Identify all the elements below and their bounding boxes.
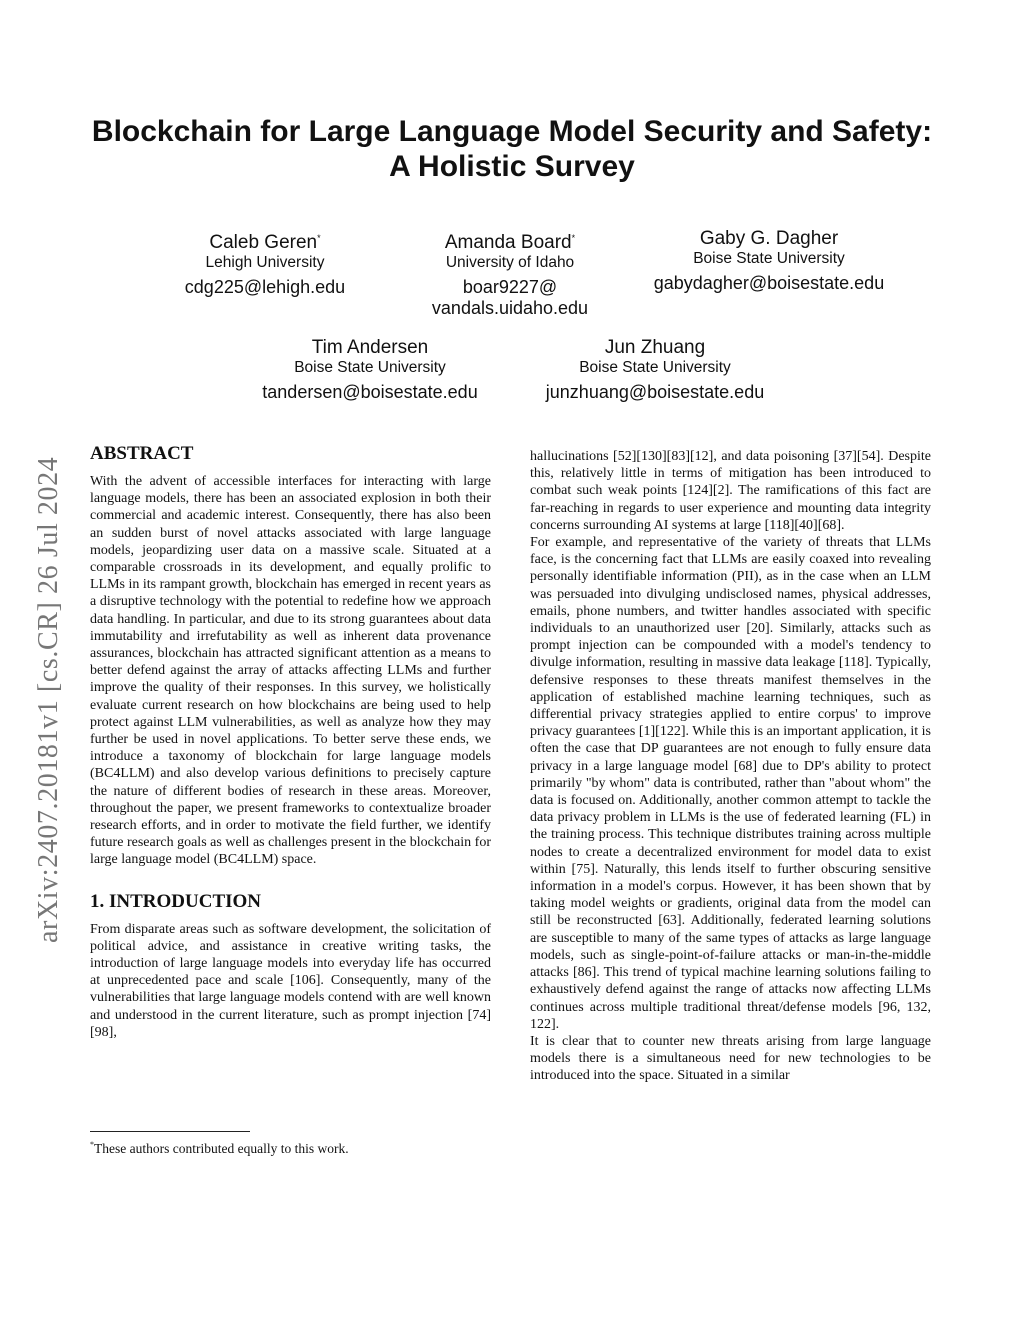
footnote bbox=[90, 1137, 349, 1157]
footnote-rule bbox=[90, 1131, 250, 1132]
author-name: Amanda Board bbox=[444, 232, 572, 253]
author-name: Gaby G. Dagher bbox=[699, 228, 839, 249]
body-paragraph: hallucinations [52][130][83][12], and data poisoning [37][54]. Despite this, relatively little in terms of mitigation has been introduced to combat such weak points [124][2]. The ramifications of this fact are far-reaching in regards to user experience and mounting data integrity concerns surrounding AI systems at large [118][40][68]. bbox=[530, 449, 931, 533]
author-affiliation: Boise State University bbox=[579, 359, 731, 376]
author-affiliation: Boise State University bbox=[693, 250, 845, 267]
author-name: Caleb Geren bbox=[209, 232, 318, 253]
author-email-part-2: vandals.uidaho.edu bbox=[431, 298, 589, 318]
author-email: junzhuang@boisestate.edu bbox=[545, 382, 765, 402]
author-name: Jun Zhuang bbox=[604, 337, 706, 358]
author-name-line bbox=[400, 228, 620, 253]
intro-text: From disparate areas such as software development, the solicitation of political advice, and assistance in creative writing tasks, the introduction of large language models into everyday life has occurred at unprecedented pace and scale [106]. Consequently, many of the vulnerabilities that large language models contend with are well known and understood in the current literature, such as prompt injection [74][98], bbox=[90, 921, 491, 1040]
author-affiliation: Boise State University bbox=[294, 359, 446, 376]
right-column bbox=[530, 448, 931, 1085]
footnote-text: These authors contributed equally to this work. bbox=[94, 1141, 349, 1156]
author-email: tandersen@boisestate.edu bbox=[262, 382, 478, 402]
author-block bbox=[230, 337, 510, 403]
author-block bbox=[520, 337, 790, 403]
author-block bbox=[624, 228, 914, 294]
abstract-text: With the advent of accessible interfaces for interacting with large language models, there has been an associated explosion in both their commercial and academic interest. Consequently, there has also been an sudden burst of novel attacks associated with large language models, jeopardizing user data on a massive scale. Situated at a comparable crossroads in its development, and equally prolific to LLMs in its rampant growth, blockchain has emerged in recent years as a disruptive technology with the potential to redefine how we approach data handling. In particular, and due to its strong guarantees about data immutability and irrefutability as well as inherent data provenance assurances, blockchain has attracted significant attention as a means to better defend against the array of attacks affecting LLMs and further improve the quality of their responses. In this survey, we holistically evaluate current research on how blockchains are being used to help protect against LLM vulnerabilities, as well as analyze how they may further be used in novel applications. To better serve these ends, we introduce a taxonomy of blockchain for large language models (BC4LLM) and also develop various definitions to precisely capture the nature of different bodies of research in these areas. Moreover, throughout the paper, we present frameworks to contextualize broader research efforts, and in order to motivate the field further, we identify future research goals as well as challenges present in the blockchain for large language model (BC4LLM) space. bbox=[90, 474, 491, 868]
footnote-mark: * bbox=[90, 1140, 94, 1149]
introduction-paragraph bbox=[90, 921, 491, 1041]
author-email: gabydagher@boisestate.edu bbox=[653, 273, 885, 293]
paper-title bbox=[60, 114, 964, 184]
equal-contribution-mark: * bbox=[317, 233, 321, 243]
author-block bbox=[400, 228, 620, 319]
author-email bbox=[400, 277, 620, 319]
body-paragraph: For example, and representative of the variety of threats that LLMs face, is the concerning fact that LLMs are easily coaxed into revealing personally identifiable information (PII), as in the case when an LLM was persuaded into divulging undisclosed names, physical addresses, emails, phone numbers, and twitter handles associated with specific individuals to an unauthorized user [20]. Similarly, attacks such as prompt injection can be compounded with a model's tendency to divulge information, resulting in massive data leakage [118]. Typically, defensive responses to these threats manifest themselves in the application of established machine learning techniques, such as differential privacy strategies applied to entire corpus' to improve privacy guarantees [1][122]. While this is an important application, it is often the case that DP guarantees are not enough to fully ensure data privacy in a large language model [68] due to DP's ability to protect primarily "by whom" data is contributed, rather than "about whom" the data is focused on. Additionally, another common attempt to tackle the data privacy problem in LLMs is the use of federated learning (FL) in the training process. This technique distributes training across multiple nodes to create a decentralized environment for model data to exist within [75]. Naturally, this lends itself to further obscuring sensitive information in a model's corpus. However, it has been shown that by taking model weights or gradients, original data from the model can still be reconstructed [63]. Additionally, federated learning solutions are susceptible to many of the same types of attacks as large language models, such as single-point-of-failure attacks or man-in-the-middle attacks [86]. This trend of typical machine learning solutions failing to exhaustively defend against the range of attacks now affecting LLMs continues across multiple traditional threat/defense models [96, 132, 122]. bbox=[530, 535, 931, 1032]
author-name-line bbox=[160, 228, 370, 253]
author-affiliation: Lehigh University bbox=[205, 254, 325, 271]
introduction-heading: 1. INTRODUCTION bbox=[90, 890, 262, 912]
author-name: Tim Andersen bbox=[311, 337, 429, 358]
author-block bbox=[160, 228, 370, 298]
author-affiliation: University of Idaho bbox=[445, 254, 575, 271]
left-column bbox=[90, 443, 491, 1041]
equal-contribution-mark: * bbox=[571, 233, 576, 243]
arxiv-side-stamp: arXiv:2407.20181v1 [cs.CR] 26 Jul 2024 bbox=[33, 456, 64, 943]
title-line-1: Blockchain for Large Language Model Security and Safety: bbox=[91, 115, 933, 148]
body-paragraph: It is clear that to counter new threats arising from large language models there is a simultaneous need for new technologies to be introduced into the space. Situated in a similar bbox=[530, 1033, 931, 1084]
author-email: cdg225@lehigh.edu bbox=[184, 277, 346, 297]
author-email-part-1: boar9227@ bbox=[462, 277, 558, 297]
title-line-2: A Holistic Survey bbox=[389, 150, 635, 183]
abstract-heading: ABSTRACT bbox=[90, 443, 194, 464]
